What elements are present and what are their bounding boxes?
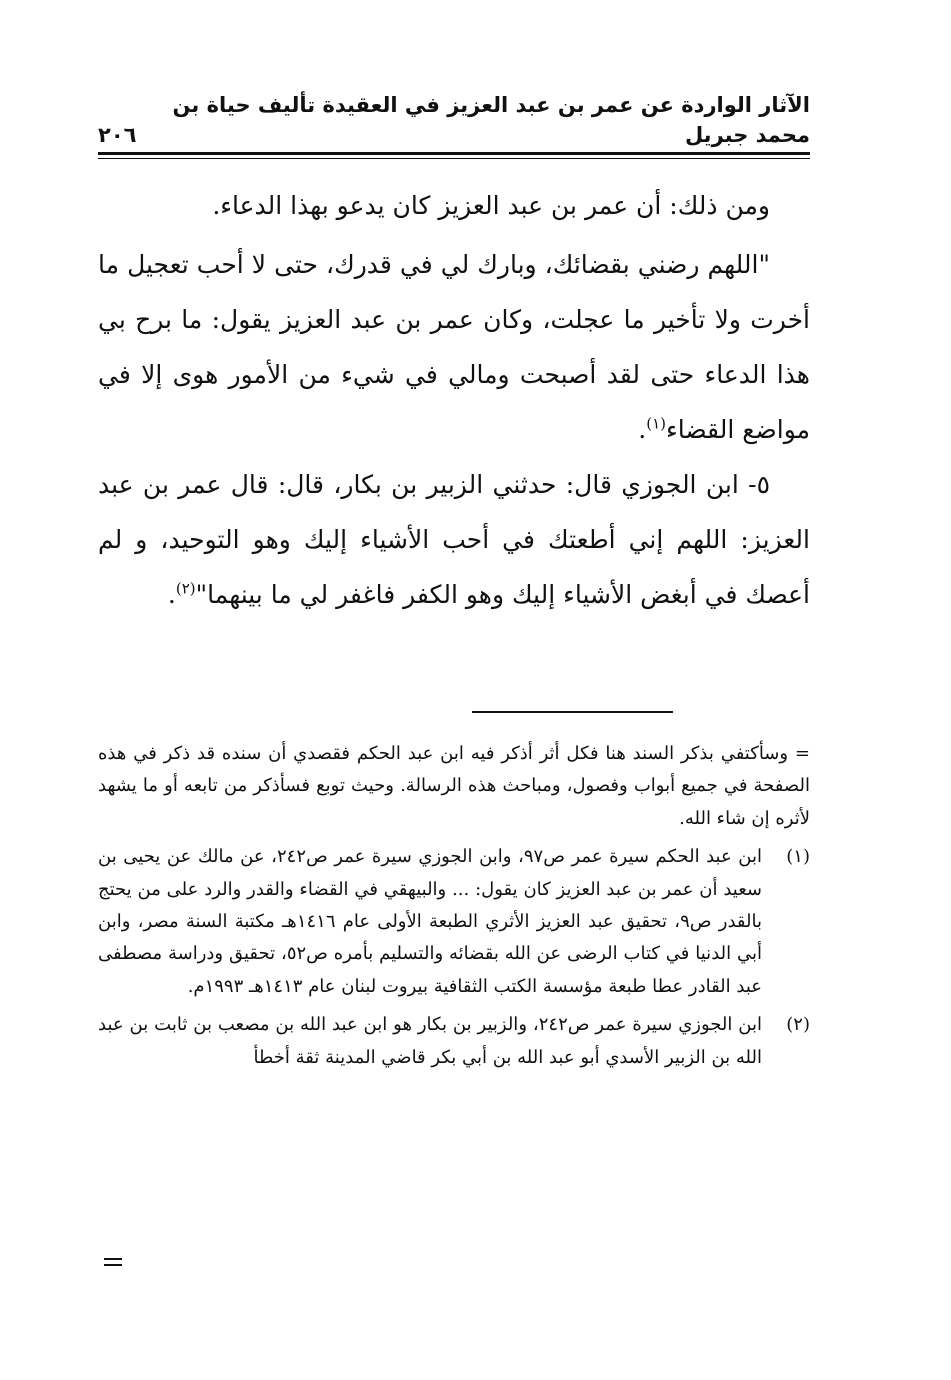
footnote-2-text: ابن الجوزي سيرة عمر ص٢٤٢، والزبير بن بكار هو ابن عبد الله بن مصعب بن ثابت بن عبد الله بن الزبير الأسدي أبو عبد الله بن أبي بكر قاضي المدينة ثقة أخطأ <box>98 1014 763 1068</box>
footnote-ref-1: (١) <box>646 414 666 433</box>
footnotes <box>98 738 810 1080</box>
footnote-continuation: = وسأكتفي بذكر السند هنا فكل أثر أذكر فيه ابن عبد الحكم فقصدي أن سنده قد ذكر في هذه الصفحة في جميع أبواب وفصول، ومباحث هذه الرسالة. وحيث توبع فسأذكر من تابعه أو ما يشهد لأثره إن شاء الله. <box>98 743 810 829</box>
footnote-1 <box>98 841 810 1003</box>
continuation-line-bottom <box>104 1264 122 1266</box>
continuation-line-top <box>104 1258 122 1260</box>
footnote-ref-2: (٢) <box>175 579 196 598</box>
header-rule-thick <box>98 152 810 155</box>
paragraph-dua: "اللهم رضني بقضائك، وبارك لي في قدرك، حتى لا أحب تعجيل ما أخرت ولا تأخير ما عجلت، وكان عمر بن عبد العزيز يقول: ما برح بي هذا الدعاء حتى لقد أصبحت ومالي في شيء من الأمور هوى إلا في مواضع القضاء$^{(١)}$. <box>98 250 810 444</box>
paragraph-item-5: ٥- ابن الجوزي قال: حدثني الزبير بن بكار، قال: قال عمر بن عبد العزيز: اللهم إني أطعتك في أحب الأشياء إليك وهو التوحيد، و لم أعصك في أبغض الأشياء إليك وهو الكفر فاغفر لي ما بينهما"$^{(٢)}$. <box>98 470 810 609</box>
paragraph-intro: ومن ذلك: أن عمر بن عبد العزيز كان يدعو بهذا الدعاء. <box>212 191 770 220</box>
main-text <box>98 178 810 622</box>
continuation-mark <box>104 1258 124 1270</box>
footnote-2-number: (٢) <box>786 1014 810 1036</box>
footnote-separator <box>472 711 673 713</box>
page-number: ٢٠٦ <box>98 123 137 147</box>
running-header <box>98 93 810 150</box>
header-rule-thin <box>98 158 810 159</box>
header-title: الآثار الواردة عن عمر بن عبد العزيز في العقيدة تأليف حياة بن محمد جبريل <box>172 93 810 147</box>
footnote-1-text: ابن عبد الحكم سيرة عمر ص٩٧، وابن الجوزي سيرة عمر ص٢٤٢، عن مالك عن يحيى بن سعيد أن عمر بن عبد العزيز كان يقول: ... والبيهقي في القضاء والقدر والرد على من يحتج بالقدر ص٩، تحقيق عبد العزيز الأثري الطبعة الأولى عام ١٤١٦هـ مكتبة السنة مصر، وابن أبي الدنيا في كتاب الرضى عن الله بقضائه والتسليم بأمره ص٥٢، تحقيق ودراسة مصطفى عبد القادر عطا طبعة مؤسسة الكتب الثقافية بيروت لبنان عام ١٤١٣هـ ١٩٩٣م. <box>98 846 762 997</box>
footnote-2 <box>98 1009 810 1074</box>
footnote-1-number: (١) <box>786 846 810 868</box>
